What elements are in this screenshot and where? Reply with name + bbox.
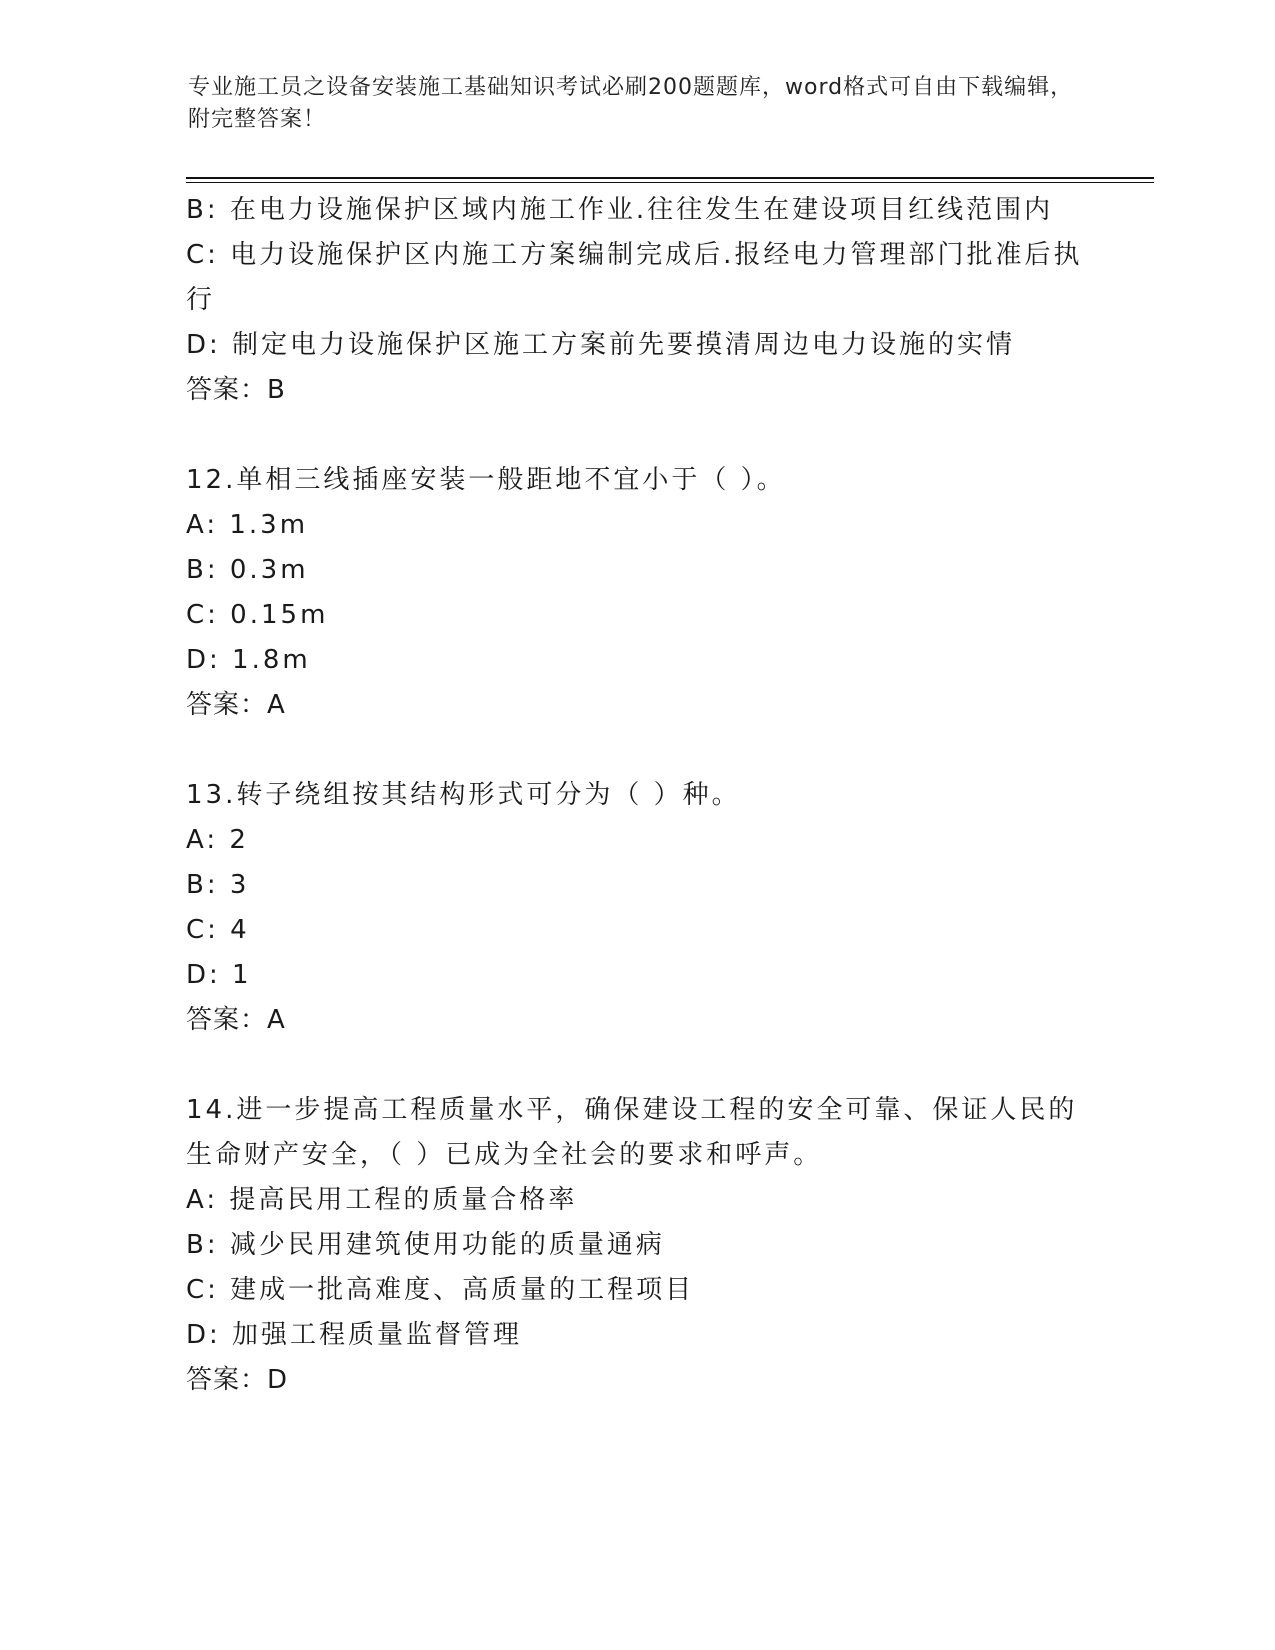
- spacer: [186, 728, 1086, 773]
- question-13: [186, 773, 1086, 1043]
- option-a: A: 1.3m: [186, 510, 309, 540]
- option-d: D: 1: [186, 960, 252, 990]
- document-body: [186, 188, 1086, 1403]
- spacer: [186, 1043, 1086, 1088]
- answer-line: 答案：B: [186, 375, 286, 405]
- option-c: C: 0.15m: [186, 600, 329, 630]
- header-rule-thick: [186, 177, 1154, 179]
- option-c: C: 建成一批高难度、高质量的工程项目: [186, 1275, 695, 1305]
- option-c: C: 4: [186, 915, 250, 945]
- question-text: 12.单相三线插座安装一般距地不宜小于（ ）。: [186, 465, 786, 495]
- option-b: B: 在电力设施保护区域内施工作业.往往发生在建设项目红线范围内: [186, 195, 1054, 225]
- answer-line: 答案：D: [186, 1365, 289, 1395]
- option-b: B: 0.3m: [186, 555, 309, 585]
- option-b: B: 减少民用建筑使用功能的质量通病: [186, 1230, 665, 1260]
- question-11-tail: [186, 188, 1086, 413]
- question-text: 13.转子绕组按其结构形式可分为（ ）种。: [186, 780, 741, 810]
- option-a: A: 提高民用工程的质量合格率: [186, 1185, 578, 1215]
- option-b: B: 3: [186, 870, 250, 900]
- header-rule-thin: [186, 182, 1154, 183]
- option-d: D: 1.8m: [186, 645, 311, 675]
- document-header: 专业施工员之设备安装施工基础知识考试必刷200题题库，word格式可自由下载编辑，附完整答案！: [188, 75, 1074, 132]
- answer-line: 答案：A: [186, 690, 286, 720]
- option-d: D: 制定电力设施保护区施工方案前先要摸清周边电力设施的实情: [186, 330, 1016, 360]
- question-12: [186, 458, 1086, 728]
- answer-line: 答案：A: [186, 1005, 286, 1035]
- question-14: [186, 1088, 1086, 1403]
- option-c: C: 电力设施保护区内施工方案编制完成后.报经电力管理部门批准后执行: [186, 240, 1083, 315]
- question-text: 14.进一步提高工程质量水平，确保建设工程的安全可靠、保证人民的生命财产安全，（ ）已成为全社会的要求和呼声。: [186, 1095, 1078, 1170]
- option-d: D: 加强工程质量监督管理: [186, 1320, 523, 1350]
- spacer: [186, 413, 1086, 458]
- option-a: A: 2: [186, 825, 249, 855]
